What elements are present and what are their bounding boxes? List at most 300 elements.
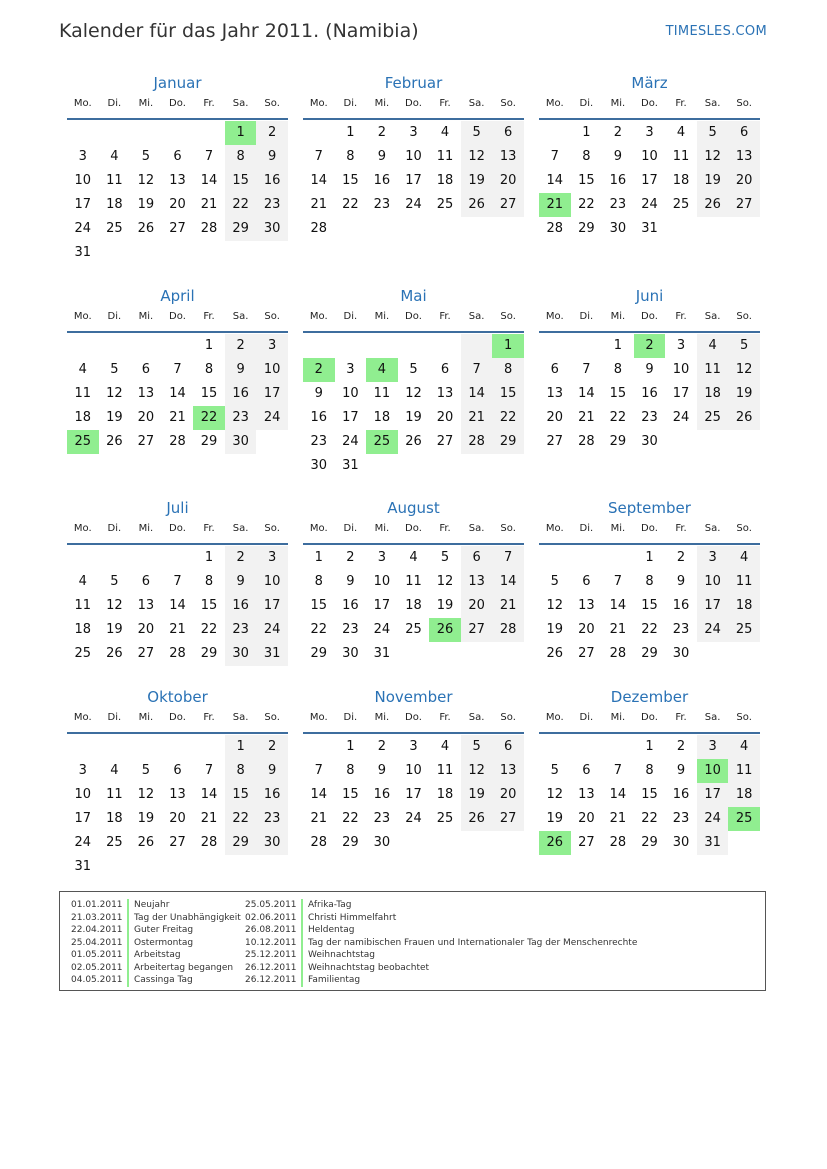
day-cell: 23	[373, 811, 391, 826]
empty-cell	[539, 334, 571, 358]
week-row	[303, 145, 524, 169]
day-cell: 17	[74, 811, 92, 826]
weekday-label: Do.	[169, 712, 186, 723]
day-cell: 5	[550, 574, 559, 589]
empty-cell	[571, 546, 603, 570]
day-cell: 26	[546, 646, 564, 661]
day-cell: 28	[169, 646, 186, 661]
day-cell: 11	[373, 386, 391, 401]
day-cell: 2	[346, 550, 355, 565]
holiday-name: Weihnachtstag beobachtet	[308, 962, 430, 973]
weekday-label: Fr.	[439, 98, 451, 109]
empty-cell	[665, 217, 697, 241]
legend-row	[71, 912, 241, 925]
day-cell: 12	[137, 173, 155, 188]
holiday-date: 02.05.2011	[71, 962, 129, 975]
day-cell: 22	[641, 622, 658, 637]
legend-row	[71, 974, 241, 987]
day-cell: 28	[200, 835, 218, 850]
holiday-legend	[59, 891, 766, 991]
week-row	[303, 570, 524, 594]
day-cell: 11	[728, 570, 760, 594]
weekday-label: Di.	[343, 712, 358, 723]
day-cell: 8	[346, 149, 355, 164]
legend-row	[71, 937, 241, 950]
day-cell: 26	[461, 193, 493, 217]
empty-cell	[303, 121, 335, 145]
day-cell: 8	[204, 362, 214, 377]
day-cell: 14	[169, 386, 186, 401]
day-cell: 14	[609, 598, 627, 613]
day-cell: 5	[461, 735, 493, 759]
weekday-label: So.	[500, 712, 516, 723]
day-cell: 30	[342, 646, 359, 661]
empty-cell	[303, 334, 335, 358]
week-row	[303, 406, 524, 430]
day-cell: 6	[461, 546, 493, 570]
week-row	[539, 334, 760, 358]
day-cell: 11	[405, 574, 422, 589]
day-cell: 24	[256, 406, 288, 430]
week-row	[67, 406, 288, 430]
empty-cell	[697, 642, 729, 666]
day-cell: 7	[314, 763, 323, 778]
holiday-cell: 4	[366, 358, 398, 382]
day-cell: 21	[492, 594, 524, 618]
day-cell: 5	[110, 362, 119, 377]
weekday-label: Fr.	[675, 523, 687, 534]
day-cell: 28	[310, 835, 328, 850]
weekday-label: Sa.	[232, 98, 249, 109]
day-cell: 1	[613, 338, 623, 353]
day-cell: 18	[728, 594, 760, 618]
weekday-label: Mo.	[545, 712, 564, 723]
day-cell: 17	[641, 173, 658, 188]
empty-cell	[67, 334, 99, 358]
week-row	[67, 570, 288, 594]
day-cell: 22	[492, 406, 524, 430]
empty-cell	[99, 241, 131, 265]
day-cell: 13	[137, 386, 155, 401]
holiday-date: 26.12.2011	[245, 962, 303, 975]
empty-cell	[539, 735, 571, 759]
week-row	[539, 169, 760, 193]
week-row	[539, 642, 760, 666]
weekday-label: Sa.	[468, 712, 485, 723]
weekday-label: Do.	[169, 311, 186, 322]
month-august	[303, 497, 524, 666]
day-cell: 13	[492, 145, 524, 169]
empty-cell	[130, 121, 162, 145]
week-row	[303, 169, 524, 193]
day-cell: 2	[256, 735, 288, 759]
day-cell: 11	[106, 173, 123, 188]
day-cell: 2	[676, 739, 686, 754]
weekday-label: Di.	[107, 523, 122, 534]
day-cell: 14	[200, 173, 218, 188]
weekday-label: Sa.	[704, 712, 721, 723]
day-cell: 13	[728, 145, 760, 169]
day-cell: 14	[200, 787, 218, 802]
day-cell: 5	[728, 334, 760, 358]
legend-row	[245, 912, 637, 925]
day-cell: 25	[672, 197, 690, 212]
day-cell: 19	[728, 382, 760, 406]
empty-cell	[429, 334, 461, 358]
day-cell: 12	[106, 598, 123, 613]
weekday-label: Fr.	[439, 523, 451, 534]
weekday-label: Fr.	[675, 712, 687, 723]
brand-link[interactable]: TIMESLES.COM	[665, 24, 767, 39]
day-cell: 31	[373, 646, 391, 661]
day-cell: 15	[200, 598, 218, 613]
day-cell: 19	[461, 783, 493, 807]
empty-cell	[256, 855, 288, 879]
week-row	[539, 618, 760, 642]
weekday-label: Mo.	[545, 523, 564, 534]
weekday-label: Fr.	[203, 523, 215, 534]
empty-cell	[492, 217, 524, 241]
day-cell: 5	[409, 362, 418, 377]
day-cell: 27	[137, 646, 155, 661]
day-cell: 5	[461, 121, 493, 145]
day-cell: 6	[582, 763, 591, 778]
weekday-label: Mi.	[610, 523, 626, 534]
day-cell: 11	[672, 149, 690, 164]
month-title: Februar	[384, 74, 443, 92]
empty-cell	[461, 831, 493, 855]
week-row	[303, 358, 524, 382]
day-cell: 3	[78, 149, 87, 164]
day-cell: 31	[342, 458, 359, 473]
day-cell: 27	[492, 807, 524, 831]
day-cell: 26	[137, 221, 155, 236]
weekday-label: Mo.	[73, 311, 92, 322]
day-cell: 7	[550, 149, 559, 164]
day-cell: 7	[582, 362, 591, 377]
day-cell: 17	[373, 598, 391, 613]
day-cell: 27	[461, 618, 493, 642]
weekday-label: So.	[264, 311, 280, 322]
week-row	[67, 594, 288, 618]
day-cell: 27	[169, 835, 186, 850]
day-cell: 4	[676, 125, 686, 140]
day-cell: 4	[78, 362, 87, 377]
day-cell: 21	[609, 811, 627, 826]
week-row	[303, 594, 524, 618]
empty-cell	[461, 642, 493, 666]
weekday-header	[303, 307, 524, 333]
empty-cell	[225, 241, 257, 265]
day-cell: 24	[697, 807, 729, 831]
weekday-label: Mo.	[545, 311, 564, 322]
day-cell: 5	[141, 149, 151, 164]
holiday-name: Cassinga Tag	[134, 975, 193, 985]
empty-cell	[429, 217, 461, 241]
page-title: Kalender für das Jahr 2011. (Namibia)	[59, 20, 419, 42]
day-cell: 19	[546, 811, 564, 826]
day-cell: 21	[609, 622, 627, 637]
day-cell: 12	[546, 598, 564, 613]
day-cell: 10	[405, 763, 422, 778]
day-cell: 23	[225, 618, 257, 642]
holiday-name: Tag der Unabhängigkeit	[134, 912, 241, 923]
day-cell: 29	[609, 434, 627, 449]
week-row	[303, 783, 524, 807]
day-cell: 3	[256, 334, 288, 358]
holiday-date: 25.05.2011	[245, 899, 303, 912]
empty-cell	[162, 735, 194, 759]
weekday-label: So.	[500, 523, 516, 534]
day-cell: 28	[169, 434, 186, 449]
month-title: August	[387, 499, 440, 517]
empty-cell	[130, 735, 162, 759]
weekday-label: Sa.	[468, 98, 485, 109]
week-row	[303, 831, 524, 855]
day-cell: 8	[645, 574, 654, 589]
day-cell: 17	[342, 410, 359, 425]
day-cell: 18	[74, 410, 92, 425]
weekday-label: Sa.	[232, 311, 249, 322]
day-cell: 27	[546, 434, 564, 449]
empty-cell	[429, 454, 461, 478]
day-cell: 30	[373, 835, 391, 850]
day-cell: 15	[225, 783, 257, 807]
day-cell: 14	[578, 386, 595, 401]
empty-cell	[492, 831, 524, 855]
empty-cell	[193, 241, 225, 265]
empty-cell	[335, 217, 367, 241]
week-row	[67, 217, 288, 241]
day-cell: 5	[550, 763, 559, 778]
day-cell: 17	[697, 594, 729, 618]
empty-cell	[665, 430, 697, 454]
legend-column-left	[71, 899, 241, 987]
day-cell: 14	[310, 173, 328, 188]
legend-row	[71, 962, 241, 975]
day-cell: 20	[578, 811, 595, 826]
week-row	[539, 145, 760, 169]
day-cell: 18	[436, 173, 454, 188]
day-cell: 9	[676, 763, 686, 778]
day-cell: 30	[225, 642, 257, 666]
day-cell: 20	[169, 811, 186, 826]
day-cell: 1	[204, 338, 214, 353]
month-dezember	[539, 686, 760, 855]
holiday-name: Familientag	[308, 975, 361, 985]
weekday-label: Do.	[641, 98, 658, 109]
holiday-name: Neujahr	[134, 900, 170, 910]
month-title: Januar	[153, 74, 202, 92]
day-cell: 2	[225, 546, 257, 570]
week-row	[303, 121, 524, 145]
day-cell: 15	[578, 173, 595, 188]
day-cell: 10	[697, 570, 729, 594]
day-cell: 23	[672, 622, 690, 637]
holiday-date: 25.04.2011	[71, 937, 129, 950]
day-cell: 27	[728, 193, 760, 217]
weekday-label: Mi.	[374, 311, 390, 322]
day-cell: 3	[697, 546, 729, 570]
day-cell: 10	[74, 173, 92, 188]
weekday-label: Di.	[579, 98, 594, 109]
day-cell: 3	[697, 735, 729, 759]
week-row	[539, 546, 760, 570]
holiday-cell: 21	[539, 193, 571, 217]
day-cell: 7	[613, 763, 623, 778]
weekday-label: Mi.	[610, 712, 626, 723]
day-cell: 30	[256, 217, 288, 241]
day-cell: 3	[409, 739, 418, 754]
day-cell: 13	[436, 386, 454, 401]
empty-cell	[130, 855, 162, 879]
week-row	[67, 807, 288, 831]
day-cell: 12	[546, 787, 564, 802]
holiday-name: Afrika-Tag	[308, 900, 352, 910]
weekday-label: Do.	[641, 311, 658, 322]
weekday-label: Mo.	[545, 98, 564, 109]
month-januar	[67, 72, 288, 265]
day-cell: 22	[225, 193, 257, 217]
day-cell: 13	[169, 787, 186, 802]
day-cell: 15	[200, 386, 218, 401]
day-cell: 23	[310, 434, 328, 449]
day-cell: 7	[204, 149, 214, 164]
day-cell: 7	[461, 358, 493, 382]
week-row	[67, 735, 288, 759]
weekday-label: Sa.	[468, 523, 485, 534]
weekday-label: So.	[264, 712, 280, 723]
day-cell: 7	[314, 149, 323, 164]
weekday-label: Mi.	[138, 523, 154, 534]
legend-row	[245, 937, 637, 950]
day-cell: 3	[346, 362, 355, 377]
holiday-cell: 2	[303, 358, 335, 382]
empty-cell	[303, 735, 335, 759]
empty-cell	[67, 546, 99, 570]
day-cell: 7	[173, 362, 182, 377]
empty-cell	[602, 546, 634, 570]
week-row	[303, 334, 524, 358]
day-cell: 2	[613, 125, 623, 140]
day-cell: 9	[676, 574, 686, 589]
holiday-name: Weihnachtstag	[308, 950, 375, 960]
weekday-label: Mi.	[374, 98, 390, 109]
day-cell: 24	[373, 622, 391, 637]
day-cell: 10	[405, 149, 422, 164]
day-cell: 29	[578, 221, 595, 236]
empty-cell	[728, 831, 760, 855]
holiday-date: 01.05.2011	[71, 949, 129, 962]
day-cell: 16	[373, 787, 391, 802]
day-cell: 30	[641, 434, 658, 449]
weekday-label: Di.	[579, 523, 594, 534]
day-cell: 19	[546, 622, 564, 637]
weekday-label: Mi.	[138, 712, 154, 723]
holiday-cell: 25	[366, 430, 398, 454]
weekday-header	[539, 708, 760, 734]
day-cell: 15	[225, 169, 257, 193]
day-cell: 4	[110, 763, 119, 778]
week-row	[303, 430, 524, 454]
day-cell: 8	[346, 763, 355, 778]
day-cell: 13	[578, 787, 595, 802]
holiday-date: 25.12.2011	[245, 949, 303, 962]
weekday-label: Do.	[169, 98, 186, 109]
weekday-label: So.	[500, 98, 516, 109]
weekday-label: Do.	[405, 712, 422, 723]
week-row	[539, 759, 760, 783]
day-cell: 12	[461, 759, 493, 783]
day-cell: 10	[256, 358, 288, 382]
day-cell: 11	[74, 598, 92, 613]
day-cell: 19	[461, 169, 493, 193]
empty-cell	[539, 121, 571, 145]
empty-cell	[461, 454, 493, 478]
empty-cell	[130, 546, 162, 570]
day-cell: 1	[346, 125, 355, 140]
week-row	[67, 618, 288, 642]
weekday-label: Mo.	[309, 523, 328, 534]
day-cell: 9	[377, 149, 387, 164]
day-cell: 29	[310, 646, 328, 661]
day-cell: 27	[578, 835, 595, 850]
weekday-label: Mi.	[138, 98, 154, 109]
day-cell: 19	[137, 197, 155, 212]
day-cell: 22	[342, 811, 359, 826]
weekday-label: So.	[500, 311, 516, 322]
day-cell: 20	[728, 169, 760, 193]
day-cell: 25	[405, 622, 422, 637]
weekday-header	[539, 307, 760, 333]
weekday-label: Mi.	[610, 311, 626, 322]
day-cell: 25	[728, 618, 760, 642]
day-cell: 20	[461, 594, 493, 618]
day-cell: 13	[461, 570, 493, 594]
day-cell: 18	[672, 173, 690, 188]
day-cell: 16	[225, 594, 257, 618]
day-cell: 24	[74, 221, 92, 236]
month-mrz	[539, 72, 760, 241]
holiday-cell: 26	[429, 618, 461, 642]
day-cell: 10	[256, 570, 288, 594]
day-cell: 30	[225, 430, 257, 454]
empty-cell	[99, 334, 131, 358]
day-cell: 6	[492, 735, 524, 759]
day-cell: 17	[697, 783, 729, 807]
day-cell: 17	[256, 382, 288, 406]
month-oktober	[67, 686, 288, 879]
empty-cell	[193, 121, 225, 145]
weekday-label: Mi.	[610, 98, 626, 109]
day-cell: 8	[204, 574, 214, 589]
day-cell: 1	[314, 550, 323, 565]
day-cell: 30	[609, 221, 627, 236]
month-title: Dezember	[610, 688, 689, 706]
day-cell: 9	[613, 149, 623, 164]
day-cell: 8	[645, 763, 654, 778]
day-cell: 26	[461, 807, 493, 831]
empty-cell	[398, 642, 430, 666]
month-title: April	[160, 287, 195, 305]
day-cell: 1	[225, 735, 257, 759]
empty-cell	[99, 735, 131, 759]
day-cell: 2	[256, 121, 288, 145]
holiday-name: Arbeitertag begangen	[134, 962, 234, 973]
day-cell: 4	[110, 149, 119, 164]
day-cell: 17	[672, 386, 690, 401]
holiday-cell: 22	[193, 406, 225, 430]
